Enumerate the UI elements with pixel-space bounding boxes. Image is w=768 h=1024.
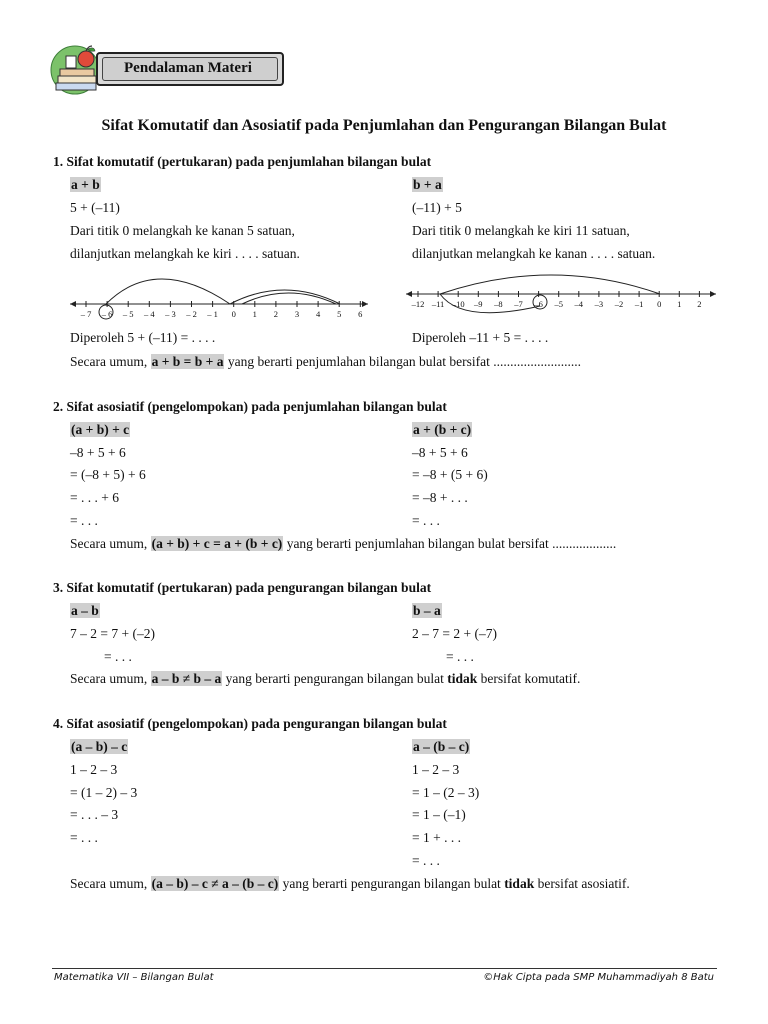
s4-summary-formula: (a – b) – c ≠ a – (b – c) [151, 876, 279, 891]
s4-left-step: = . . . – 3 [70, 807, 119, 822]
s1-left-result: Diperoleh 5 + (–11) = . . . . [70, 330, 216, 345]
number-line-right-tick-label: –6 [534, 299, 543, 309]
s2-summary-pre: Secara umum, [70, 536, 151, 551]
banner-label: Pendalaman Materi [124, 60, 252, 76]
s1-summary-post: yang berarti penjumlahan bilangan bulat bersifat .......................... [224, 354, 581, 369]
s3-summary-post: bersifat komutatif. [477, 671, 581, 686]
s4-summary-bold: tidak [504, 876, 535, 891]
section-3-heading: 3. Sifat komutatif (pertukaran) pada pengurangan bilangan bulat [53, 580, 432, 595]
s3-right-step: = . . . [446, 649, 474, 664]
s4-left-step: 1 – 2 – 3 [70, 762, 118, 777]
number-line-right-tick-label: –10 [451, 299, 465, 309]
s4-right-step: = 1 – (–1) [412, 807, 466, 822]
number-line-left-tick-label: 5 [337, 309, 342, 319]
footer-right: ©Hak Cipta pada SMP Muhammadiyah 8 Batu [483, 972, 714, 983]
section-2-heading: 2. Sifat asosiatif (pengelompokan) pada penjumlahan bilangan bulat [53, 399, 447, 414]
s4-right-label: a – (b – c) [413, 739, 470, 754]
banner [96, 52, 284, 86]
footer-left: Matematika VII – Bilangan Bulat [54, 972, 214, 983]
number-line-right-tick-label: 2 [697, 299, 702, 309]
s3-left-label: a – b [71, 603, 99, 618]
s2-right-step: –8 + 5 + 6 [412, 445, 468, 460]
number-line-left-tick-label: 0 [231, 309, 236, 319]
arrow-right-end [362, 301, 368, 307]
s4-left-step: = . . . [70, 830, 98, 845]
s4-right-step: = 1 – (2 – 3) [412, 785, 480, 800]
number-line-right-tick-label: 0 [657, 299, 662, 309]
arrow-left-end-r [406, 291, 412, 297]
s1-summary-pre: Secara umum, [70, 354, 151, 369]
s2-summary-formula: (a + b) + c = a + (b + c) [151, 536, 283, 551]
s2-left-step: = . . . [70, 513, 98, 528]
s3-right-step: 2 – 7 = 2 + (–7) [412, 626, 497, 641]
page-title: Sifat Komutatif dan Asosiatif pada Penjumlahan dan Pengurangan Bilangan Bulat [101, 117, 667, 134]
number-line-left-tick-label: – 4 [143, 309, 155, 319]
s1-right-label: b + a [413, 177, 442, 192]
arrow-left-end [70, 301, 76, 307]
s2-right-label: a + (b + c) [413, 422, 472, 437]
s3-summary-pre: Secara umum, [70, 671, 151, 686]
number-line-left-tick-label: – 1 [207, 309, 218, 319]
s4-summary [70, 876, 630, 892]
arrow-right-end-r [710, 291, 716, 297]
s4-summary-mid: yang berarti pengurangan bilangan bulat [279, 876, 505, 891]
section-4-heading: 4. Sifat asosiatif (pengelompokan) pada pengurangan bilangan bulat [53, 716, 447, 731]
s3-summary [70, 671, 580, 687]
s3-right-label: b – a [413, 603, 441, 618]
s3-summary-mid: yang berarti pengurangan bilangan bulat [222, 671, 448, 686]
number-line-right-tick-label: –9 [474, 299, 483, 309]
number-line-right-tick-label: –4 [574, 299, 584, 309]
s1-left-expr: 5 + (–11) [70, 200, 120, 215]
arc-left-small-b [242, 293, 336, 304]
number-line-left-tick-label: 3 [294, 309, 300, 319]
number-line-left-tick-label: 4 [315, 309, 321, 319]
number-line-left [66, 262, 376, 326]
s2-left-step: = (–8 + 5) + 6 [70, 467, 146, 482]
number-line-right-tick-label: –11 [431, 299, 445, 309]
number-line-right-tick-label: –5 [554, 299, 563, 309]
number-line-left-tick-label: 1 [252, 309, 257, 319]
number-line-left-tick-label: – 7 [80, 309, 92, 319]
s2-left-step: = . . . + 6 [70, 490, 119, 505]
number-line-left-tick-label: 2 [273, 309, 279, 319]
number-line-left-tick-label: 6 [358, 309, 363, 319]
number-line-left-tick-label: – 6 [101, 309, 113, 319]
s1-left-line1: Dari titik 0 melangkah ke kanan 5 satuan, [70, 223, 295, 238]
s4-right-step: = . . . [412, 853, 440, 868]
number-line-right-tick-label: –7 [514, 299, 523, 309]
number-line-right-tick-label: –1 [634, 299, 644, 309]
number-line-left-tick-label: – 5 [122, 309, 134, 319]
s2-summary-post: yang berarti penjumlahan bilangan bulat bersifat ................... [283, 536, 617, 551]
arc-right-big [440, 275, 660, 294]
number-line-right-tick-label: –3 [594, 299, 604, 309]
s4-right-step: 1 – 2 – 3 [412, 762, 460, 777]
section-1-heading: 1. Sifat komutatif (pertukaran) pada penjumlahan bilangan bulat [53, 154, 432, 169]
s3-summary-formula: a – b ≠ b – a [151, 671, 222, 686]
s2-left-step: –8 + 5 + 6 [70, 445, 126, 460]
s1-left-line2: dilanjutkan melangkah ke kiri . . . . satuan. [70, 246, 300, 261]
s1-left-label: a + b [71, 177, 100, 192]
number-line-right-tick-label: 1 [677, 299, 682, 309]
s2-right-step: = . . . [412, 513, 440, 528]
s2-left-label: (a + b) + c [71, 422, 130, 437]
s3-left-step: 7 – 2 = 7 + (–2) [70, 626, 155, 641]
number-line-right-tick-label: –8 [494, 299, 503, 309]
number-line-left-tick-label: – 3 [165, 309, 176, 319]
s4-summary-post: bersifat asosiatif. [534, 876, 630, 891]
s3-left-step: = . . . [104, 649, 132, 664]
s2-right-step: = –8 + (5 + 6) [412, 467, 488, 482]
s1-summary-formula: a + b = b + a [151, 354, 224, 369]
s1-right-expr: (–11) + 5 [412, 200, 462, 215]
s2-right-step: = –8 + . . . [412, 490, 468, 505]
s3-summary-bold: tidak [447, 671, 478, 686]
s4-summary-pre: Secara umum, [70, 876, 151, 891]
s4-left-label: (a – b) – c [71, 739, 128, 754]
s4-left-step: = (1 – 2) – 3 [70, 785, 138, 800]
s1-right-line1: Dari titik 0 melangkah ke kiri 11 satuan, [412, 223, 630, 238]
s1-summary [70, 354, 581, 370]
s4-right-step: = 1 + . . . [412, 830, 461, 845]
arc-left-big [106, 279, 230, 304]
s2-summary [70, 536, 616, 552]
number-line-right-tick-label: –12 [411, 299, 425, 309]
number-line-left-tick-label: – 2 [186, 309, 197, 319]
number-line-right-tick-label: –2 [614, 299, 624, 309]
s1-right-line2: dilanjutkan melangkah ke kanan . . . . satuan. [412, 246, 656, 261]
number-line-right [402, 262, 722, 326]
footer-divider [52, 968, 717, 969]
s1-right-result: Diperoleh –11 + 5 = . . . . [412, 330, 549, 345]
